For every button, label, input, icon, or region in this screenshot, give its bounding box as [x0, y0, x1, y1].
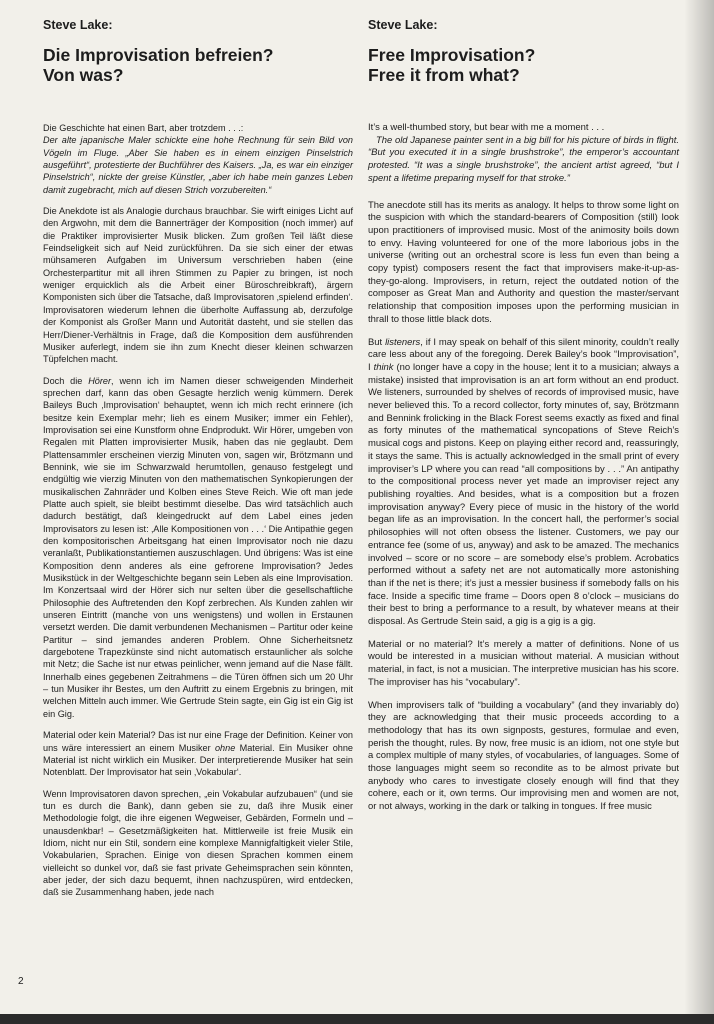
author-en: Steve Lake: — [368, 18, 438, 32]
paragraph-en-4: When improvisers talk of “building a vocabulary” (and they invariably do) they are acknowledging that their music proceeds according to a methodology that has its own signposts, gestures, formulae and even, perish the thought, rules. By now, free music is an idiom, not one style but a complex multiple of many styles, of vocabularies, of languages. Some of those languages might seem so recondite as to be almost private but anybody who cares to investigate closely enough will find that they cohere, each or it, own terms. Our improvising men and women are not, or not always, working in the dark or talking in tongues. If free music — [368, 699, 679, 813]
quote-en: The old Japanese painter sent in a big bill for his picture of birds in flight. “But you executed it in a single brushstroke”, the emperor’s accountant protested. “It was a single brushstroke”, the ancient artist agreed, “but I spent a lifetime preparing myself for that stroke.” — [368, 134, 679, 184]
paragraph-de-3 — [43, 729, 353, 778]
p2-de-b: , wenn ich im Namen dieser schweigenden Minderheit sprechen darf, kann das oben Gesagte herzlich wenig kümmern. Derek Baileys Buch ‚Improvisation‘ behauptet, wenn ich mich recht erinnere (ich besitze kein Exemplar mehr; lieh es einem Musiker; immer ein Fehler), Improvisation sei eine Kunstform ohne Endprodukt. Wir Hörer, umgeben von Regalen mit Platten improvisierter Musik, haben das nie geglaubt. Dem Plattensammler erscheinen vierzig Minuten von, sagen wir, Brötzmann und Bennink, wie sie im Schwarzwald herumtollen, genauso festgelegt und endgültig wie vierzig Minuten von den mathematischen Synkopierungen der musikalischen Zahnräder und Kolben eines Steve Reich. Wie oft man jede Platte auch spielt, sie bleibt bestimmt dieselbe. Das wird tatsächlich auch dadurch bestätigt, daß kleingedruckt auf dem Label eines jeden Improvisators zu lesen ist: ‚Alle Kompositionen von . . .‘ Die Antipathie gegen den kompositorischen Arbeitsgang hat einen Improvisator noch nie dazu veranlaßt, Publikationstantiemen auszuschlagen. Und übrigens: Was ist eine Komposition denn anderes als eine gefrorene Improvisation? Jedes Musikstück in der Weltgeschichte begann sein Leben als eine Improvisation. Im Konzertsaal wird der Hörer sich nur selten über die gesellschaftliche Philosophie des Auftretenden den Kopf zerbrechen. Als Kunden zahlen wir unseren Eintritt (manche von uns wenigstens) und wollen in Erstaunen versetzt werden. Die damit verbundenen Mechanismen – Partitur oder keine Partitur – sind jemandes anderen Problem. Ohne Sicherheitsnetz dargebotene Trapezkünste sind nicht automatisch erstaunlicher als solche mit Netz; die Sache ist nur etwas peinlicher, wenn jemand auf die Nase fällt. Innerhalb eines gegebenen Zeitrahmens – die Türen öffnen sich um 20 Uhr – tun Musiker ihr Bestes, um den Auftritt zu einem Ergebnis zu bringen, mit welchen Mitteln auch immer. Wie Gertrude Stein sagte, ein Gig ist ein Gig ist ein Gig. — [43, 375, 353, 719]
p2-de-em: Hörer — [88, 375, 112, 386]
p3-de-em: ohne — [214, 742, 236, 753]
intro-text-en: It’s a well-thumbed story, but bear with me a moment . . . — [368, 122, 605, 133]
intro-de — [43, 122, 353, 196]
p3-de-b: Material. Ein Musiker ohne Material ist nicht wirklich ein Musiker. Der interpretierende Musiker hat sein Notenblatt. Der Improvisator hat sein ‚Vokabular‘. — [43, 742, 353, 778]
intro-text-de: Die Geschichte hat einen Bart, aber trotzdem . . .: — [43, 123, 244, 133]
paragraph-de-1: Die Anekdote ist als Analogie durchaus brauchbar. Sie wirft einiges Licht auf den Argwohn, mit dem die Bannerträger der Komposition (noch immer) auf die Praktiker improvisierter Musik blicken. Zum großen Teil läßt diese Feindseligkeit sich auf Neid zurückführen. Da sie sich einer der etwas mühsameren Aufgaben im Universum verschrieben haben (eine Orchesterpartitur mit all ihren Stimmen zu Papier zu bringen, ist noch weniger erquicklich als die Arbeit einer Büroschreibkraft), ärgern Komponisten sich über die Tatsache, daß Improvisatoren ‚spielend erfinden‘. Improvisatoren wiederum lehnen die überholte Auffassung ab, derzufolge der Komponist als Großer Mann und Autorität dasteht, und sie stellen das Herr/Diener-Verhältnis in Frage, daß die Komposition dem ausführenden Musiker auferlegt, indem sie ihn zum Knecht dieser kleinen schwarzen Tüpfelchen macht. — [43, 206, 353, 365]
p2-en-a: But — [368, 336, 386, 348]
article-title-en — [368, 45, 679, 85]
title-line2-en: Free it from what? — [368, 65, 520, 85]
title-line1-en: Free Improvisation? — [368, 45, 536, 65]
p2-en-b: , if I may speak on behalf of this silent minority, couldn’t really care less about any of the foregoing. Derek Bailey’s book “Improvisation”, I — [368, 336, 679, 373]
p2-en-em2: think — [373, 361, 394, 373]
p3-de-a: Material oder kein Material? Das ist nur eine Frage der Definition. Keiner von uns wäre interessiert an einem Musiker — [43, 730, 353, 753]
page-edge-shadow — [684, 0, 714, 1024]
quote-de: Der alte japanische Maler schickte eine hohe Rechnung für sein Bild von Vögeln im Fluge. „Aber Sie haben es in einem einzigen Pinselstrich ausgeführt“, protestierte der Buchführer des Kaisers. „Ja, es war ein einziger Pinselstrich“, nickte der greise Künstler, „aber ich habe mein ganzes Leben damit zugebracht, mich auf diesen Strich vorzubereiten.“ — [43, 135, 353, 195]
p2-en-c: (no longer have a copy in the house; lent it to a musician; always a mistake) insisted that improvisation is an art form without an end product. We listeners, surrounded by shelves of records of improvised music, have never believed this. To a record collector, forty minutes of, say, Brötzmann and Bennink frolicking in the Black Forest seems exactly as fixed and final as forty minutes of the mathematical syncopations of Steve Reich’s musical cogs and pistons. Keep on playing either record and, reassuringly, it stays the same. This is actually acknowledged in the small print of every improviser’s LP where you can read “all compositions by . . .” An antipathy to the compositional process never yet made an improviser reject any publishing royalties. And besides, what is a composition but a frozen improvisation anyway? Every piece of music in the history of the world began life as an improvisation. In the concert hall, the performer’s social philosophies will not often obsess the listener. Customers, we pay our entrance fee (some of us, anyway) and ask to be amazed. The mechanics involved – score or no score – are somebody else’s problem. Acrobatics performed without a safety net are not automatically more astonishing than if the net is there; it’s just a messier business if somebody falls on his face. Inside a specific time frame – Doors open 8 o’clock – musicians do their best to bring a performance to a result, by whatever means at their disposal. As Gertrude Stein said, a gig is a gig is a gig. — [368, 361, 679, 628]
german-column — [43, 18, 353, 908]
page-number: 2 — [18, 976, 24, 987]
title-line1-de: Die Improvisation befreien? — [43, 45, 274, 65]
paragraph-en-2 — [368, 337, 679, 629]
paragraph-de-4: Wenn Improvisatoren davon sprechen, „ein Vokabular aufzubauen“ (und sie tun es durch die Bank), dann geben sie zu, daß ihre Musik einer Methodologie folgt, die ihre eigenen Wegweiser, Gebärden, Formeln und – unausdenkbar! – Gesetzmäßigkeiten hat. Mittlerweile ist freie Musik ein Idiom, nicht nur ein Stil, sondern eine komplexe Mannigfaltigkeit vieler Stile, Vokabularien, Sprachen. Einige von diesen Sprachen kommen einem vielleicht so dunkel vor, daß sie fast private Geheimsprachen sein könnten, aber jeder, der sich dazu bequemt, ihnen nachzuspüren, wird entdecken, daß sie Zusammenhang haben, jede nach — [43, 788, 353, 898]
author-de: Steve Lake: — [43, 18, 113, 32]
paragraph-en-3: Material or no material? It’s merely a matter of definitions. None of us would be interested in a musician without material. A musician without material, in fact, is not a musician. The interpretive musician has his score. The improviser has his “vocabulary”. — [368, 638, 679, 688]
english-column — [368, 18, 679, 824]
p2-de-a: Doch die — [43, 375, 89, 386]
paragraph-de-2 — [43, 375, 353, 721]
paragraph-en-1: The anecdote still has its merits as analogy. It helps to throw some light on the suspicion with which the standard-bearers of Composition (still) look upon practitioners of improvised music. Most of the animosity boils down to envy. Having volunteered for one of the more laborious jobs in the universe (writing out an orchestral score is less fun even than being a copy typist) composers resent the fact that improvisers make-it-up-as-they-go-along. Improvisers, in return, reject the outdated notion of the composer as Great Man and Authority and question the master/servant relationship that composition imposes upon the performing musician in thrall to those little black dots. — [368, 199, 679, 325]
intro-en — [368, 122, 679, 135]
p2-en-em1: listeners — [385, 336, 421, 348]
bottom-edge — [0, 1014, 714, 1024]
article-title-de — [43, 45, 353, 85]
title-line2-de: Von was? — [43, 65, 124, 85]
